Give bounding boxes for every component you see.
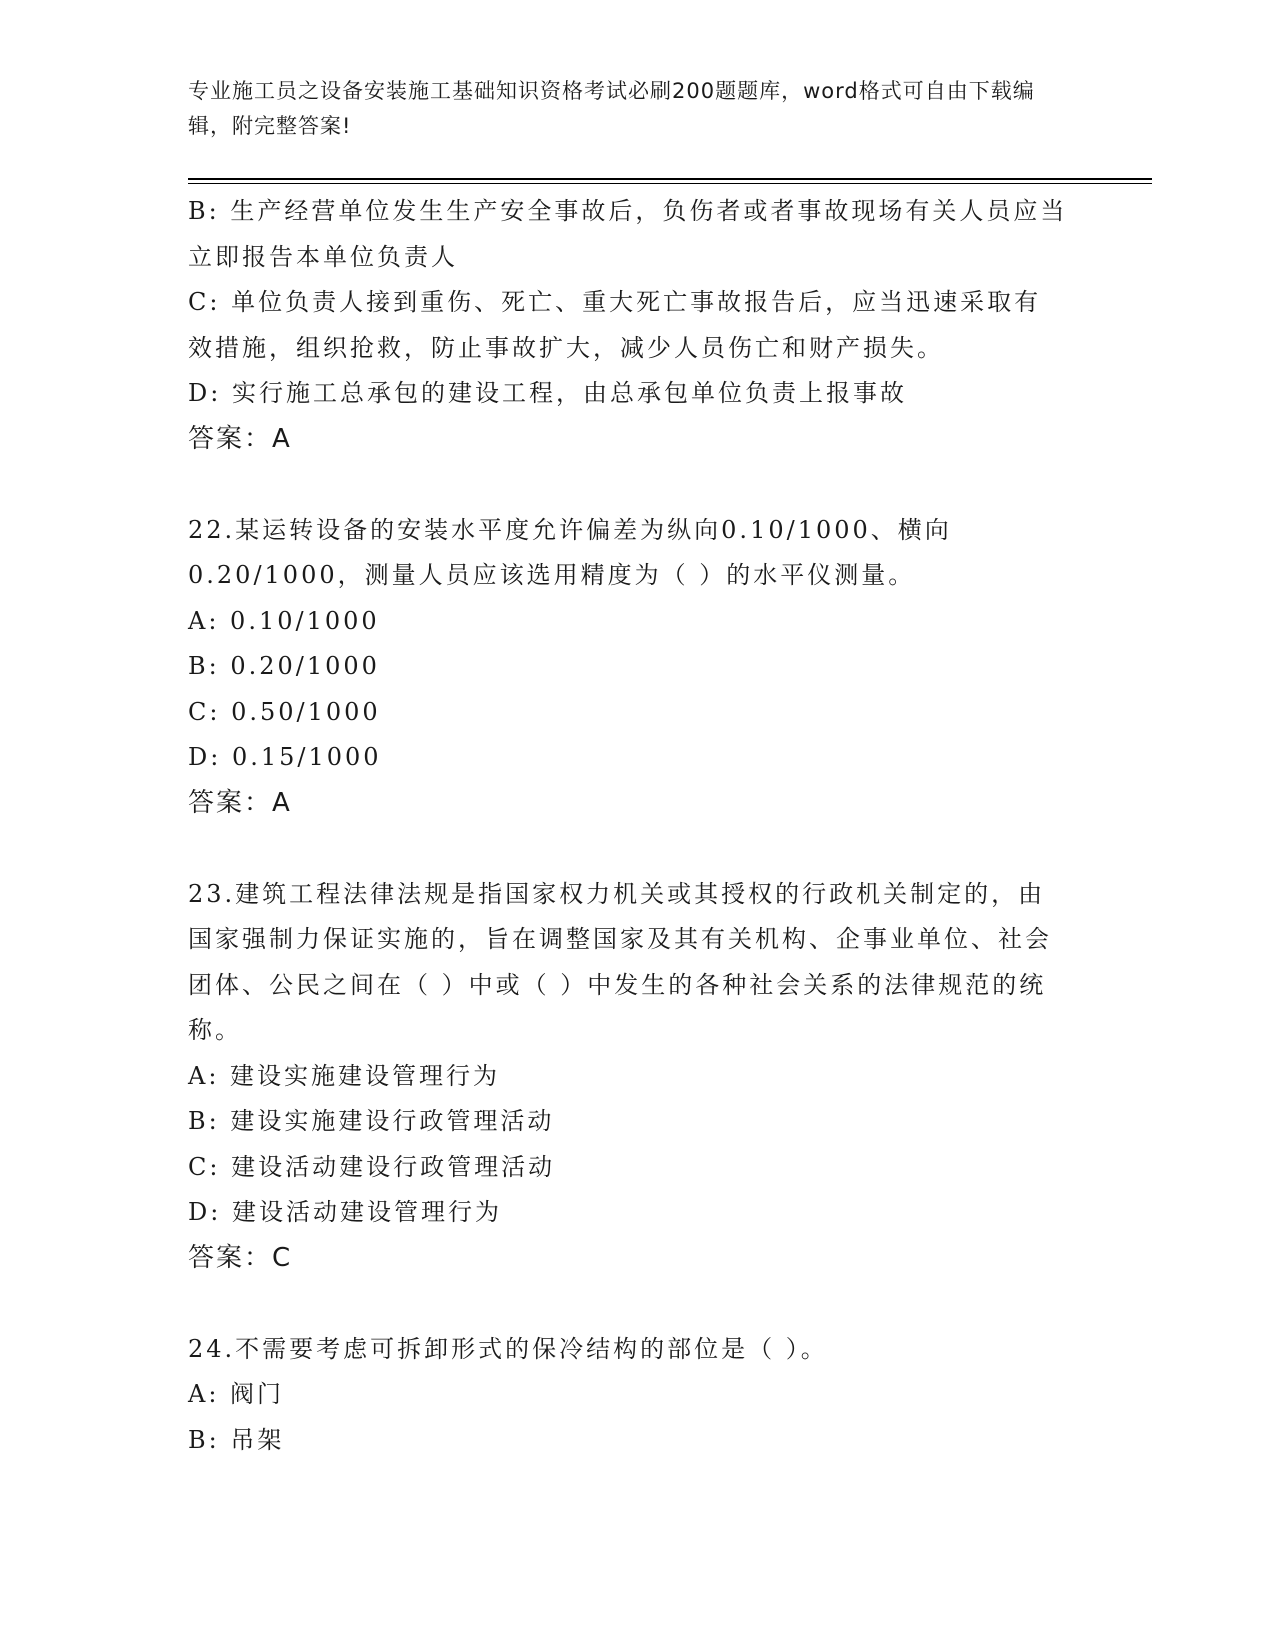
q21-option-b: B: 生产经营单位发生生产安全事故后，负伤者或者事故现场有关人员应当立即报告本单位负责人: [188, 197, 1068, 271]
q21-option-c: C: 单位负责人接到重伤、死亡、重大死亡事故报告后，应当迅速采取有效措施，组织抢救，防止事故扩大，减少人员伤亡和财产损失。: [188, 288, 1042, 362]
q23-option-a: A: 建设实施建设管理行为: [188, 1061, 501, 1090]
q21-answer: 答案：A: [188, 423, 292, 454]
q23-answer: 答案：C: [188, 1242, 293, 1273]
header-divider-thick: [188, 178, 1152, 180]
spacer: [188, 826, 1088, 872]
q24-option-b: B: 吊架: [188, 1425, 285, 1454]
q23-option-b: B: 建设实施建设行政管理活动: [188, 1107, 555, 1135]
q22-option-b: B: 0.20/1000: [188, 652, 380, 680]
q24-option-a: A: 阀门: [188, 1380, 285, 1408]
q22-answer: 答案：A: [188, 787, 292, 818]
q23-option-c: C: 建设活动建设行政管理活动: [188, 1152, 556, 1181]
q22-option-d: D: 0.15/1000: [188, 743, 382, 771]
q22-option-c: C: 0.50/1000: [188, 697, 381, 726]
document-header: 专业施工员之设备安装施工基础知识资格考试必刷200题题库，word格式可自由下载编辑，附完整答案!: [188, 79, 1035, 138]
q23-stem: 23.建筑工程法律法规是指国家权力机关或其授权的行政机关制定的，由国家强制力保证实施的，旨在调整国家及其有关机构、企事业单位、社会团体、公民之间在（ ）中或（ ）中发生的各种社会关系的法律规范的统称。: [188, 879, 1052, 1044]
q23-option-d: D: 建设活动建设管理行为: [188, 1198, 502, 1226]
spacer: [188, 462, 1088, 508]
q22-option-a: A: 0.10/1000: [188, 606, 380, 635]
spacer: [188, 1281, 1088, 1327]
q21-option-d: D: 实行施工总承包的建设工程，由总承包单位负责上报事故: [188, 379, 907, 407]
question-content: [188, 189, 1088, 1463]
q24-stem: 24.不需要考虑可拆卸形式的保冷结构的部位是（ ）。: [188, 1334, 828, 1363]
header-divider-thin: [188, 183, 1152, 184]
q22-stem: 22.某运转设备的安装水平度允许偏差为纵向0.10/1000、横向0.20/1000，测量人员应该选用精度为（ ）的水平仪测量。: [188, 515, 952, 589]
